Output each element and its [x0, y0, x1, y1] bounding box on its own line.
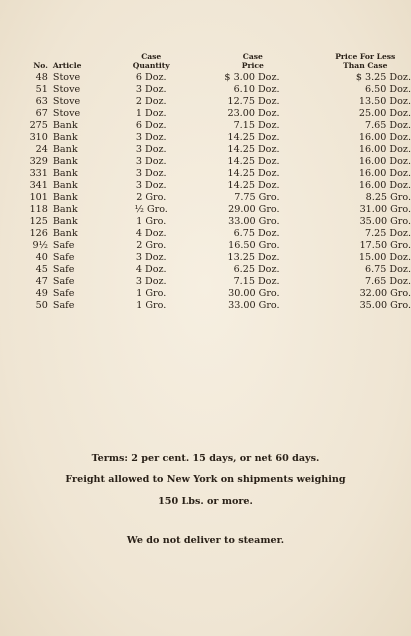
header-less-price-line2: Than Case — [343, 61, 388, 70]
cell-case-price: 12.75 Doz. — [227, 96, 280, 107]
cell-case-price: 29.00 Gro. — [228, 204, 280, 215]
cell-no: 118 — [29, 204, 48, 215]
cell-no: 125 — [29, 216, 48, 227]
price-table — [20, 52, 411, 312]
cell-less-price: 35.00 Gro. — [359, 216, 411, 227]
cell-article: Bank — [52, 120, 78, 131]
cell-quantity: 1 Gro. — [136, 216, 167, 227]
cell-quantity: 1 Doz. — [135, 108, 167, 119]
cell-less-price: 8.25 Gro. — [365, 192, 411, 203]
header-quantity-line1: Case — [141, 52, 162, 61]
cell-less-price: 7.25 Doz. — [365, 228, 411, 239]
cell-article: Safe — [52, 240, 75, 251]
table-row — [20, 84, 411, 96]
table-row — [20, 264, 411, 276]
cell-quantity: ½ Gro. — [134, 204, 168, 215]
table-row — [20, 252, 411, 264]
cell-article: Bank — [52, 228, 78, 239]
cell-no: 49 — [35, 288, 48, 299]
table-row — [20, 144, 411, 156]
cell-less-price: 7.65 Doz. — [365, 120, 411, 131]
cell-case-price: 14.25 Doz. — [227, 156, 280, 167]
cell-quantity: 6 Doz. — [135, 120, 167, 131]
cell-less-price: 6.50 Doz. — [365, 84, 411, 95]
cell-quantity: 3 Doz. — [135, 168, 167, 179]
cell-no: 275 — [29, 120, 48, 131]
table-row — [20, 216, 411, 228]
header-case-price-line1: Case — [242, 52, 263, 61]
cell-no: 101 — [29, 192, 48, 203]
cell-no: 329 — [29, 156, 48, 167]
cell-quantity: 3 Doz. — [135, 156, 167, 167]
table-row — [20, 156, 411, 168]
cell-quantity: 2 Gro. — [136, 192, 167, 203]
table-body — [20, 72, 411, 312]
freight-terms-line1: Freight allowed to New York on shipments weighing — [65, 474, 346, 485]
cell-case-price: 14.25 Doz. — [227, 168, 280, 179]
table-row — [20, 132, 411, 144]
cell-less-price: 35.00 Gro. — [359, 300, 411, 311]
cell-article: Bank — [52, 168, 78, 179]
table-row — [20, 192, 411, 204]
cell-less-price: 32.00 Gro. — [359, 288, 411, 299]
cell-no: 9½ — [32, 240, 48, 251]
cell-article: Bank — [52, 132, 78, 143]
cell-article: Bank — [52, 192, 78, 203]
table-header-row — [20, 52, 411, 72]
cell-less-price: 31.00 Gro. — [359, 204, 411, 215]
cell-case-price: 13.25 Doz. — [227, 252, 280, 263]
cell-less-price: 16.00 Doz. — [358, 180, 411, 191]
cell-quantity: 2 Gro. — [136, 240, 167, 251]
cell-quantity: 6 Doz. — [135, 72, 167, 83]
cell-quantity: 3 Doz. — [135, 132, 167, 143]
cell-case-price: 6.75 Doz. — [233, 228, 280, 239]
cell-article: Stove — [52, 108, 81, 119]
cell-less-price: 6.75 Doz. — [365, 264, 411, 275]
cell-no: 24 — [35, 144, 48, 155]
header-less-price-line1: Price For Less — [335, 52, 396, 61]
cell-quantity: 4 Doz. — [135, 264, 167, 275]
header-quantity — [120, 52, 182, 72]
cell-no: 67 — [35, 108, 48, 119]
table-row — [20, 168, 411, 180]
cell-less-price: 13.50 Doz. — [358, 96, 411, 107]
cell-article: Safe — [52, 288, 75, 299]
cell-case-price: 14.25 Doz. — [227, 144, 280, 155]
cell-article: Safe — [52, 276, 75, 287]
cell-no: 341 — [29, 180, 48, 191]
cell-case-price: 7.15 Doz. — [233, 276, 280, 287]
cell-article: Bank — [52, 180, 78, 191]
cell-case-price: 14.25 Doz. — [227, 132, 280, 143]
cell-no: 45 — [35, 264, 48, 275]
table-row — [20, 120, 411, 132]
cell-no: 63 — [35, 96, 48, 107]
cell-article: Safe — [52, 300, 75, 311]
table-row — [20, 108, 411, 120]
cell-case-price: 33.00 Gro. — [228, 300, 280, 311]
cell-case-price: 6.25 Doz. — [233, 264, 280, 275]
table-row — [20, 300, 411, 312]
cell-less-price: $ 3.25 Doz. — [355, 72, 411, 83]
cell-article: Safe — [52, 264, 75, 275]
cell-no: 48 — [35, 72, 48, 83]
cell-article: Bank — [52, 144, 78, 155]
header-case-price — [182, 52, 305, 72]
cell-quantity: 3 Doz. — [135, 84, 167, 95]
cell-no: 331 — [29, 168, 48, 179]
payment-terms: Terms: 2 per cent. 15 days, or net 60 days. — [91, 453, 320, 464]
cell-case-price: 7.15 Doz. — [233, 120, 280, 131]
cell-less-price: 16.00 Doz. — [358, 168, 411, 179]
cell-no: 47 — [35, 276, 48, 287]
cell-article: Stove — [52, 72, 81, 83]
cell-less-price: 16.00 Doz. — [358, 144, 411, 155]
cell-article: Stove — [52, 84, 81, 95]
header-no: No. — [33, 61, 48, 70]
cell-article: Bank — [52, 216, 78, 227]
cell-less-price: 16.00 Doz. — [358, 132, 411, 143]
cell-case-price: $ 3.00 Doz. — [224, 72, 280, 83]
header-case-price-line2: Price — [241, 61, 264, 70]
cell-less-price: 25.00 Doz. — [358, 108, 411, 119]
cell-quantity: 2 Doz. — [135, 96, 167, 107]
cell-quantity: 1 Gro. — [136, 288, 167, 299]
header-less-price — [306, 52, 411, 72]
cell-quantity: 1 Gro. — [136, 300, 167, 311]
table-row — [20, 96, 411, 108]
header-article: Article — [52, 61, 82, 70]
cell-less-price: 17.50 Gro. — [359, 240, 411, 251]
cell-less-price: 7.65 Doz. — [365, 276, 411, 287]
cell-article: Stove — [52, 96, 81, 107]
table-row — [20, 72, 411, 84]
cell-no: 126 — [29, 228, 48, 239]
table-row — [20, 240, 411, 252]
header-quantity-line2: Quantity — [132, 61, 170, 70]
cell-case-price: 33.00 Gro. — [228, 216, 280, 227]
cell-no: 50 — [35, 300, 48, 311]
cell-quantity: 4 Doz. — [135, 228, 167, 239]
table-row — [20, 288, 411, 300]
cell-quantity: 3 Doz. — [135, 144, 167, 155]
cell-case-price: 6.10 Doz. — [233, 84, 280, 95]
table-row — [20, 204, 411, 216]
cell-case-price: 16.50 Gro. — [228, 240, 280, 251]
cell-case-price: 14.25 Doz. — [227, 180, 280, 191]
cell-article: Bank — [52, 156, 78, 167]
cell-quantity: 3 Doz. — [135, 252, 167, 263]
cell-less-price: 16.00 Doz. — [358, 156, 411, 167]
table-row — [20, 228, 411, 240]
table-row — [20, 276, 411, 288]
cell-no: 40 — [35, 252, 48, 263]
cell-case-price: 7.75 Gro. — [234, 192, 280, 203]
cell-case-price: 30.00 Gro. — [228, 288, 280, 299]
delivery-note: We do not deliver to steamer. — [126, 535, 285, 546]
cell-article: Bank — [52, 204, 78, 215]
cell-no: 310 — [29, 132, 48, 143]
freight-terms-line2: 150 Lbs. or more. — [158, 496, 253, 507]
cell-article: Safe — [52, 252, 75, 263]
cell-quantity: 3 Doz. — [135, 180, 167, 191]
table-row — [20, 180, 411, 192]
cell-case-price: 23.00 Doz. — [227, 108, 280, 119]
cell-less-price: 15.00 Doz. — [358, 252, 411, 263]
cell-quantity: 3 Doz. — [135, 276, 167, 287]
cell-no: 51 — [35, 84, 48, 95]
